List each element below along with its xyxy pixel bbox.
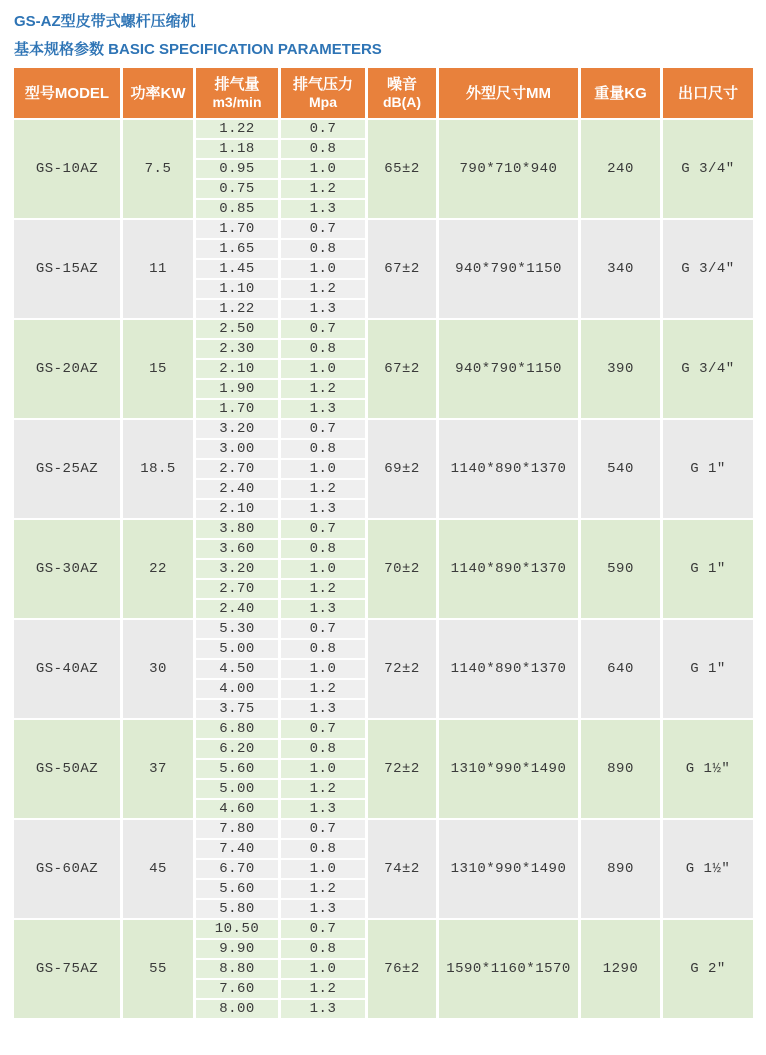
power-cell: 55	[123, 920, 193, 1018]
weight-cell: 340	[581, 220, 660, 318]
flow-subcolumn	[196, 120, 278, 218]
table-row	[14, 920, 753, 1018]
flow-subcolumn	[196, 420, 278, 518]
pressure-subcell: 0.7	[281, 520, 365, 538]
pressure-subcell: 1.2	[281, 580, 365, 598]
flow-subcell: 4.50	[196, 660, 278, 678]
col-header-model	[14, 68, 120, 118]
pressure-subcell: 1.0	[281, 260, 365, 278]
outlet-size-cell: G 3/4″	[663, 120, 753, 218]
flow-subcell: 0.75	[196, 180, 278, 198]
pressure-subcell: 0.7	[281, 620, 365, 638]
flow-subcell: 5.60	[196, 760, 278, 778]
model-cell: GS-10AZ	[14, 120, 120, 218]
pressure-subcell: 1.2	[281, 480, 365, 498]
flow-subcolumn	[196, 220, 278, 318]
pressure-subcell: 0.8	[281, 840, 365, 858]
flow-subcell: 3.20	[196, 420, 278, 438]
flow-subcell: 7.80	[196, 820, 278, 838]
pressure-subcell: 1.2	[281, 680, 365, 698]
flow-subcell: 1.65	[196, 240, 278, 258]
weight-cell: 540	[581, 420, 660, 518]
flow-subcell: 1.18	[196, 140, 278, 158]
pressure-subcell: 0.7	[281, 420, 365, 438]
flow-subcell: 3.80	[196, 520, 278, 538]
table-row	[14, 320, 753, 418]
noise-cell: 67±2	[368, 320, 436, 418]
power-cell: 15	[123, 320, 193, 418]
flow-subcell: 2.10	[196, 360, 278, 378]
pressure-subcell: 1.3	[281, 200, 365, 218]
table-body	[14, 120, 753, 1018]
col-header-flow	[196, 68, 278, 118]
model-cell: GS-30AZ	[14, 520, 120, 618]
flow-subcell: 0.95	[196, 160, 278, 178]
pressure-subcell: 0.8	[281, 640, 365, 658]
spec-table	[14, 68, 753, 1018]
pressure-subcell: 0.8	[281, 140, 365, 158]
col-header-label: 排气压力	[292, 76, 353, 93]
flow-subcell: 2.50	[196, 320, 278, 338]
flow-subcell: 2.30	[196, 340, 278, 358]
outlet-size-cell: G 1″	[663, 420, 753, 518]
noise-cell: 72±2	[368, 620, 436, 718]
flow-subcell: 2.40	[196, 480, 278, 498]
weight-cell: 890	[581, 720, 660, 818]
table-row	[14, 220, 753, 318]
pressure-subcell: 0.8	[281, 740, 365, 758]
flow-subcolumn	[196, 320, 278, 418]
col-header-pressure	[281, 68, 365, 118]
pressure-subcell: 1.0	[281, 860, 365, 878]
pressure-subcell: 0.8	[281, 240, 365, 258]
flow-subcell: 2.40	[196, 600, 278, 618]
pressure-subcolumn	[281, 620, 365, 718]
power-cell: 18.5	[123, 420, 193, 518]
col-header-power	[123, 68, 193, 118]
flow-subcell: 5.30	[196, 620, 278, 638]
flow-subcell: 6.70	[196, 860, 278, 878]
table-row	[14, 520, 753, 618]
pressure-subcell: 1.0	[281, 460, 365, 478]
weight-cell: 1290	[581, 920, 660, 1018]
table-row	[14, 620, 753, 718]
noise-cell: 69±2	[368, 420, 436, 518]
col-header-sublabel: m3/min	[212, 94, 262, 110]
flow-subcolumn	[196, 820, 278, 918]
pressure-subcell: 1.2	[281, 380, 365, 398]
weight-cell: 390	[581, 320, 660, 418]
outlet-size-cell: G 1½″	[663, 820, 753, 918]
pressure-subcell: 1.0	[281, 360, 365, 378]
model-cell: GS-25AZ	[14, 420, 120, 518]
col-header-sublabel: dB(A)	[382, 94, 422, 110]
dimensions-cell: 1310*990*1490	[439, 820, 578, 918]
pressure-subcell: 0.8	[281, 540, 365, 558]
dimensions-cell: 1140*890*1370	[439, 420, 578, 518]
col-header-label: 排气量	[214, 76, 260, 93]
power-cell: 37	[123, 720, 193, 818]
power-cell: 22	[123, 520, 193, 618]
pressure-subcell: 1.3	[281, 900, 365, 918]
flow-subcolumn	[196, 520, 278, 618]
flow-subcell: 6.80	[196, 720, 278, 738]
flow-subcell: 5.00	[196, 640, 278, 658]
dimensions-cell: 940*790*1150	[439, 320, 578, 418]
pressure-subcell: 1.0	[281, 760, 365, 778]
noise-cell: 72±2	[368, 720, 436, 818]
col-header-weight	[581, 68, 660, 118]
flow-subcell: 1.22	[196, 120, 278, 138]
pressure-subcolumn	[281, 220, 365, 318]
flow-subcell: 5.80	[196, 900, 278, 918]
flow-subcell: 1.22	[196, 300, 278, 318]
model-cell: GS-75AZ	[14, 920, 120, 1018]
model-cell: GS-20AZ	[14, 320, 120, 418]
flow-subcell: 8.80	[196, 960, 278, 978]
pressure-subcell: 0.7	[281, 120, 365, 138]
flow-subcell: 1.90	[196, 380, 278, 398]
flow-subcell: 4.00	[196, 680, 278, 698]
pressure-subcell: 0.8	[281, 940, 365, 958]
pressure-subcell: 1.3	[281, 500, 365, 518]
pressure-subcell: 1.3	[281, 1000, 365, 1018]
model-cell: GS-60AZ	[14, 820, 120, 918]
flow-subcell: 10.50	[196, 920, 278, 938]
pressure-subcell: 0.7	[281, 320, 365, 338]
power-cell: 45	[123, 820, 193, 918]
pressure-subcell: 0.8	[281, 440, 365, 458]
flow-subcell: 3.20	[196, 560, 278, 578]
flow-subcell: 6.20	[196, 740, 278, 758]
col-header-label: 出口尺寸	[677, 84, 738, 102]
pressure-subcell: 1.3	[281, 700, 365, 718]
flow-subcell: 2.10	[196, 500, 278, 518]
flow-subcell: 2.70	[196, 460, 278, 478]
noise-cell: 76±2	[368, 920, 436, 1018]
col-header-sublabel: Mpa	[309, 94, 337, 110]
model-cell: GS-40AZ	[14, 620, 120, 718]
pressure-subcell: 1.3	[281, 300, 365, 318]
pressure-subcell: 0.7	[281, 820, 365, 838]
flow-subcell: 3.00	[196, 440, 278, 458]
flow-subcell: 5.60	[196, 880, 278, 898]
pressure-subcell: 1.3	[281, 600, 365, 618]
pressure-subcolumn	[281, 120, 365, 218]
pressure-subcell: 1.3	[281, 400, 365, 418]
flow-subcolumn	[196, 620, 278, 718]
weight-cell: 640	[581, 620, 660, 718]
model-cell: GS-15AZ	[14, 220, 120, 318]
pressure-subcolumn	[281, 320, 365, 418]
table-header-row	[14, 68, 753, 118]
weight-cell: 240	[581, 120, 660, 218]
flow-subcolumn	[196, 920, 278, 1018]
dimensions-cell: 1310*990*1490	[439, 720, 578, 818]
flow-subcell: 5.00	[196, 780, 278, 798]
flow-subcell: 7.40	[196, 840, 278, 858]
col-header-label: 重量KG	[594, 84, 647, 102]
col-header-dims	[439, 68, 578, 118]
pressure-subcolumn	[281, 920, 365, 1018]
dimensions-cell: 1140*890*1370	[439, 520, 578, 618]
pressure-subcolumn	[281, 820, 365, 918]
col-header-label: 噪音	[386, 76, 417, 93]
table-row	[14, 420, 753, 518]
outlet-size-cell: G 1½″	[663, 720, 753, 818]
noise-cell: 67±2	[368, 220, 436, 318]
col-header-outlet	[663, 68, 753, 118]
dimensions-cell: 790*710*940	[439, 120, 578, 218]
col-header-label: 功率KW	[130, 84, 186, 102]
pressure-subcolumn	[281, 420, 365, 518]
pressure-subcell: 1.0	[281, 960, 365, 978]
flow-subcolumn	[196, 720, 278, 818]
pressure-subcolumn	[281, 720, 365, 818]
weight-cell: 590	[581, 520, 660, 618]
outlet-size-cell: G 2″	[663, 920, 753, 1018]
col-header-label: 外型尺寸MM	[466, 84, 551, 102]
col-header-label: 型号MODEL	[24, 84, 110, 102]
flow-subcell: 8.00	[196, 1000, 278, 1018]
power-cell: 11	[123, 220, 193, 318]
pressure-subcell: 1.0	[281, 560, 365, 578]
flow-subcell: 7.60	[196, 980, 278, 998]
pressure-subcell: 0.8	[281, 340, 365, 358]
pressure-subcell: 1.2	[281, 780, 365, 798]
flow-subcell: 9.90	[196, 940, 278, 958]
dimensions-cell: 1140*890*1370	[439, 620, 578, 718]
flow-subcell: 3.75	[196, 700, 278, 718]
noise-cell: 65±2	[368, 120, 436, 218]
pressure-subcell: 1.0	[281, 160, 365, 178]
pressure-subcell: 0.7	[281, 720, 365, 738]
pressure-subcell: 1.3	[281, 800, 365, 818]
pressure-subcell: 1.2	[281, 880, 365, 898]
outlet-size-cell: G 3/4″	[663, 320, 753, 418]
flow-subcell: 2.70	[196, 580, 278, 598]
pressure-subcolumn	[281, 520, 365, 618]
weight-cell: 890	[581, 820, 660, 918]
flow-subcell: 1.70	[196, 220, 278, 238]
outlet-size-cell: G 3/4″	[663, 220, 753, 318]
model-cell: GS-50AZ	[14, 720, 120, 818]
flow-subcell: 1.10	[196, 280, 278, 298]
dimensions-cell: 940*790*1150	[439, 220, 578, 318]
outlet-size-cell: G 1″	[663, 520, 753, 618]
noise-cell: 74±2	[368, 820, 436, 918]
dimensions-cell: 1590*1160*1570	[439, 920, 578, 1018]
section-title: 基本规格参数 BASIC SPECIFICATION PARAMETERS	[14, 41, 382, 58]
power-cell: 30	[123, 620, 193, 718]
flow-subcell: 1.45	[196, 260, 278, 278]
pressure-subcell: 1.2	[281, 980, 365, 998]
page-title: GS-AZ型皮带式螺杆压缩机	[14, 13, 196, 30]
table-row	[14, 820, 753, 918]
flow-subcell: 0.85	[196, 200, 278, 218]
col-header-noise	[368, 68, 436, 118]
flow-subcell: 3.60	[196, 540, 278, 558]
pressure-subcell: 1.2	[281, 180, 365, 198]
table-row	[14, 720, 753, 818]
noise-cell: 70±2	[368, 520, 436, 618]
table-row	[14, 120, 753, 218]
power-cell: 7.5	[123, 120, 193, 218]
outlet-size-cell: G 1″	[663, 620, 753, 718]
flow-subcell: 1.70	[196, 400, 278, 418]
pressure-subcell: 1.2	[281, 280, 365, 298]
pressure-subcell: 0.7	[281, 920, 365, 938]
flow-subcell: 4.60	[196, 800, 278, 818]
pressure-subcell: 1.0	[281, 660, 365, 678]
pressure-subcell: 0.7	[281, 220, 365, 238]
